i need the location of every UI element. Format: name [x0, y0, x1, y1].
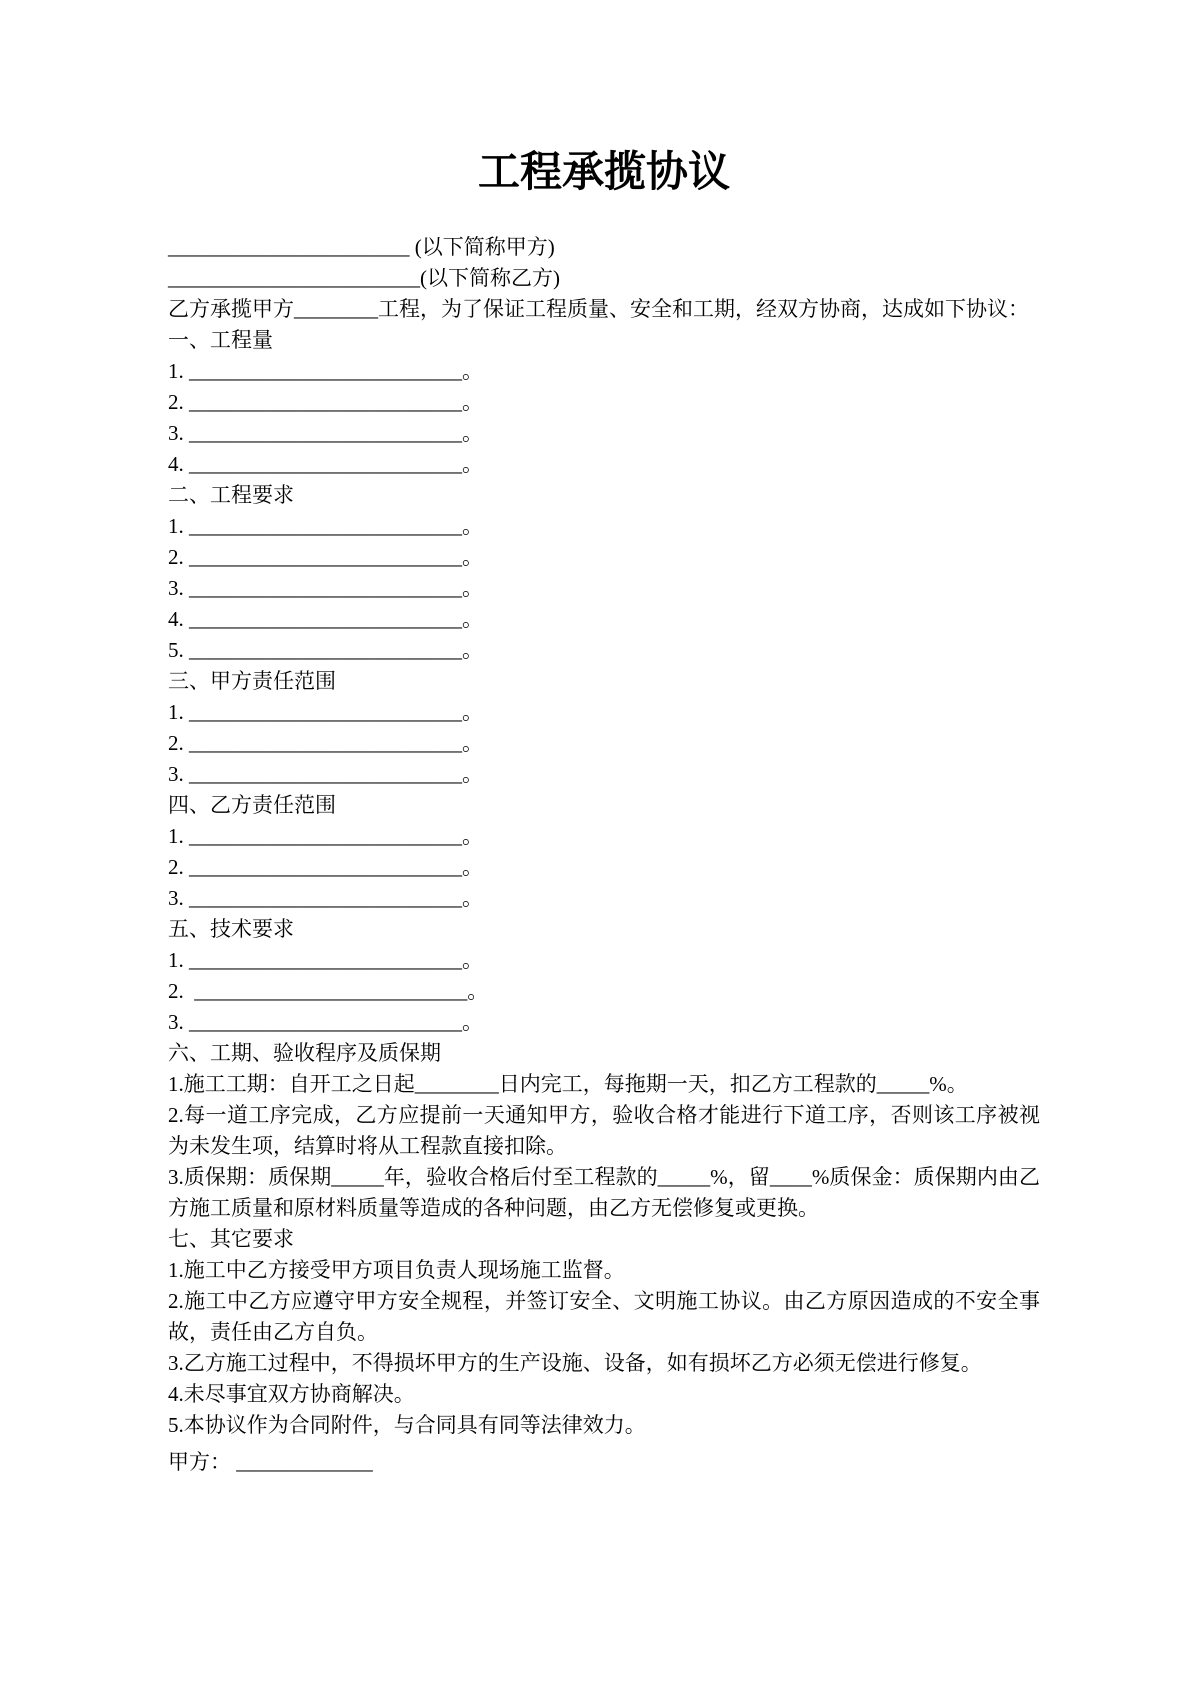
section-4-item-2: 2. __________________________。 [168, 855, 483, 879]
section-4-item-1: 1. __________________________。 [168, 824, 483, 848]
section-2-heading: 二、工程要求 [168, 483, 294, 507]
section-7-item-4: 4.未尽事宜双方协商解决。 [168, 1382, 415, 1406]
section-3-heading: 三、甲方责任范围 [168, 669, 336, 693]
document-title: 工程承揽协议 [477, 150, 730, 196]
section-1-item-2: 2. __________________________。 [168, 390, 483, 414]
section-7-item-3: 3.乙方施工过程中，不得损坏甲方的生产设施、设备，如有损坏乙方必须无偿进行修复。 [168, 1351, 982, 1375]
section-1-item-1: 1. __________________________。 [168, 359, 483, 383]
section-6-item-3: 3.质保期：质保期_____年，验收合格后付至工程款的_____%，留____%质保金：质保期内由乙方施工质量和原材料质量等造成的各种问题，由乙方无偿修复或更换。 [168, 1165, 1040, 1220]
party-b-intro-line: ________________________(以下简称乙方) [168, 266, 560, 290]
section-7-item-2: 2.施工中乙方应遵守甲方安全规程，并签订安全、文明施工协议。由乙方原因造成的不安全事故，责任由乙方自负。 [168, 1289, 1040, 1344]
section-6-item-2: 2.每一道工序完成，乙方应提前一天通知甲方，验收合格才能进行下道工序，否则该工序被视为未发生项，结算时将从工程款直接扣除。 [168, 1103, 1040, 1158]
section-5-heading: 五、技术要求 [168, 917, 294, 941]
section-5-item-2: 2. __________________________。 [168, 979, 489, 1003]
section-6-heading: 六、工期、验收程序及质保期 [168, 1041, 441, 1065]
signature-party-a-line: 甲方： _____________ [168, 1450, 373, 1474]
section-7-heading: 七、其它要求 [168, 1227, 294, 1251]
section-3-item-1: 1. __________________________。 [168, 700, 483, 724]
section-7-item-1: 1.施工中乙方接受甲方项目负责人现场施工监督。 [168, 1258, 625, 1282]
section-1-item-4: 4. __________________________。 [168, 452, 483, 476]
section-4-heading: 四、乙方责任范围 [168, 793, 336, 817]
section-4-item-3: 3. __________________________。 [168, 886, 483, 910]
section-2-item-3: 3. __________________________。 [168, 576, 483, 600]
section-2-item-5: 5. __________________________。 [168, 638, 483, 662]
document-body [168, 232, 1040, 1478]
section-5-item-3: 3. __________________________。 [168, 1010, 483, 1034]
section-1-item-3: 3. __________________________。 [168, 421, 483, 445]
section-5-item-1: 1. __________________________。 [168, 948, 483, 972]
section-6-item-1: 1.施工工期：自开工之日起________日内完工，每拖期一天，扣乙方工程款的_____%。 [168, 1072, 968, 1096]
section-3-item-3: 3. __________________________。 [168, 762, 483, 786]
preamble-line: 乙方承揽甲方________工程，为了保证工程质量、安全和工期，经双方协商，达成如下协议： [168, 297, 1029, 321]
section-2-item-2: 2. __________________________。 [168, 545, 483, 569]
section-3-item-2: 2. __________________________。 [168, 731, 483, 755]
section-2-item-1: 1. __________________________。 [168, 514, 483, 538]
section-1-heading: 一、工程量 [168, 328, 273, 352]
section-2-item-4: 4. __________________________。 [168, 607, 483, 631]
section-7-item-5: 5.本协议作为合同附件，与合同具有同等法律效力。 [168, 1413, 646, 1437]
party-a-intro-line: _______________________ (以下简称甲方) [168, 235, 555, 259]
